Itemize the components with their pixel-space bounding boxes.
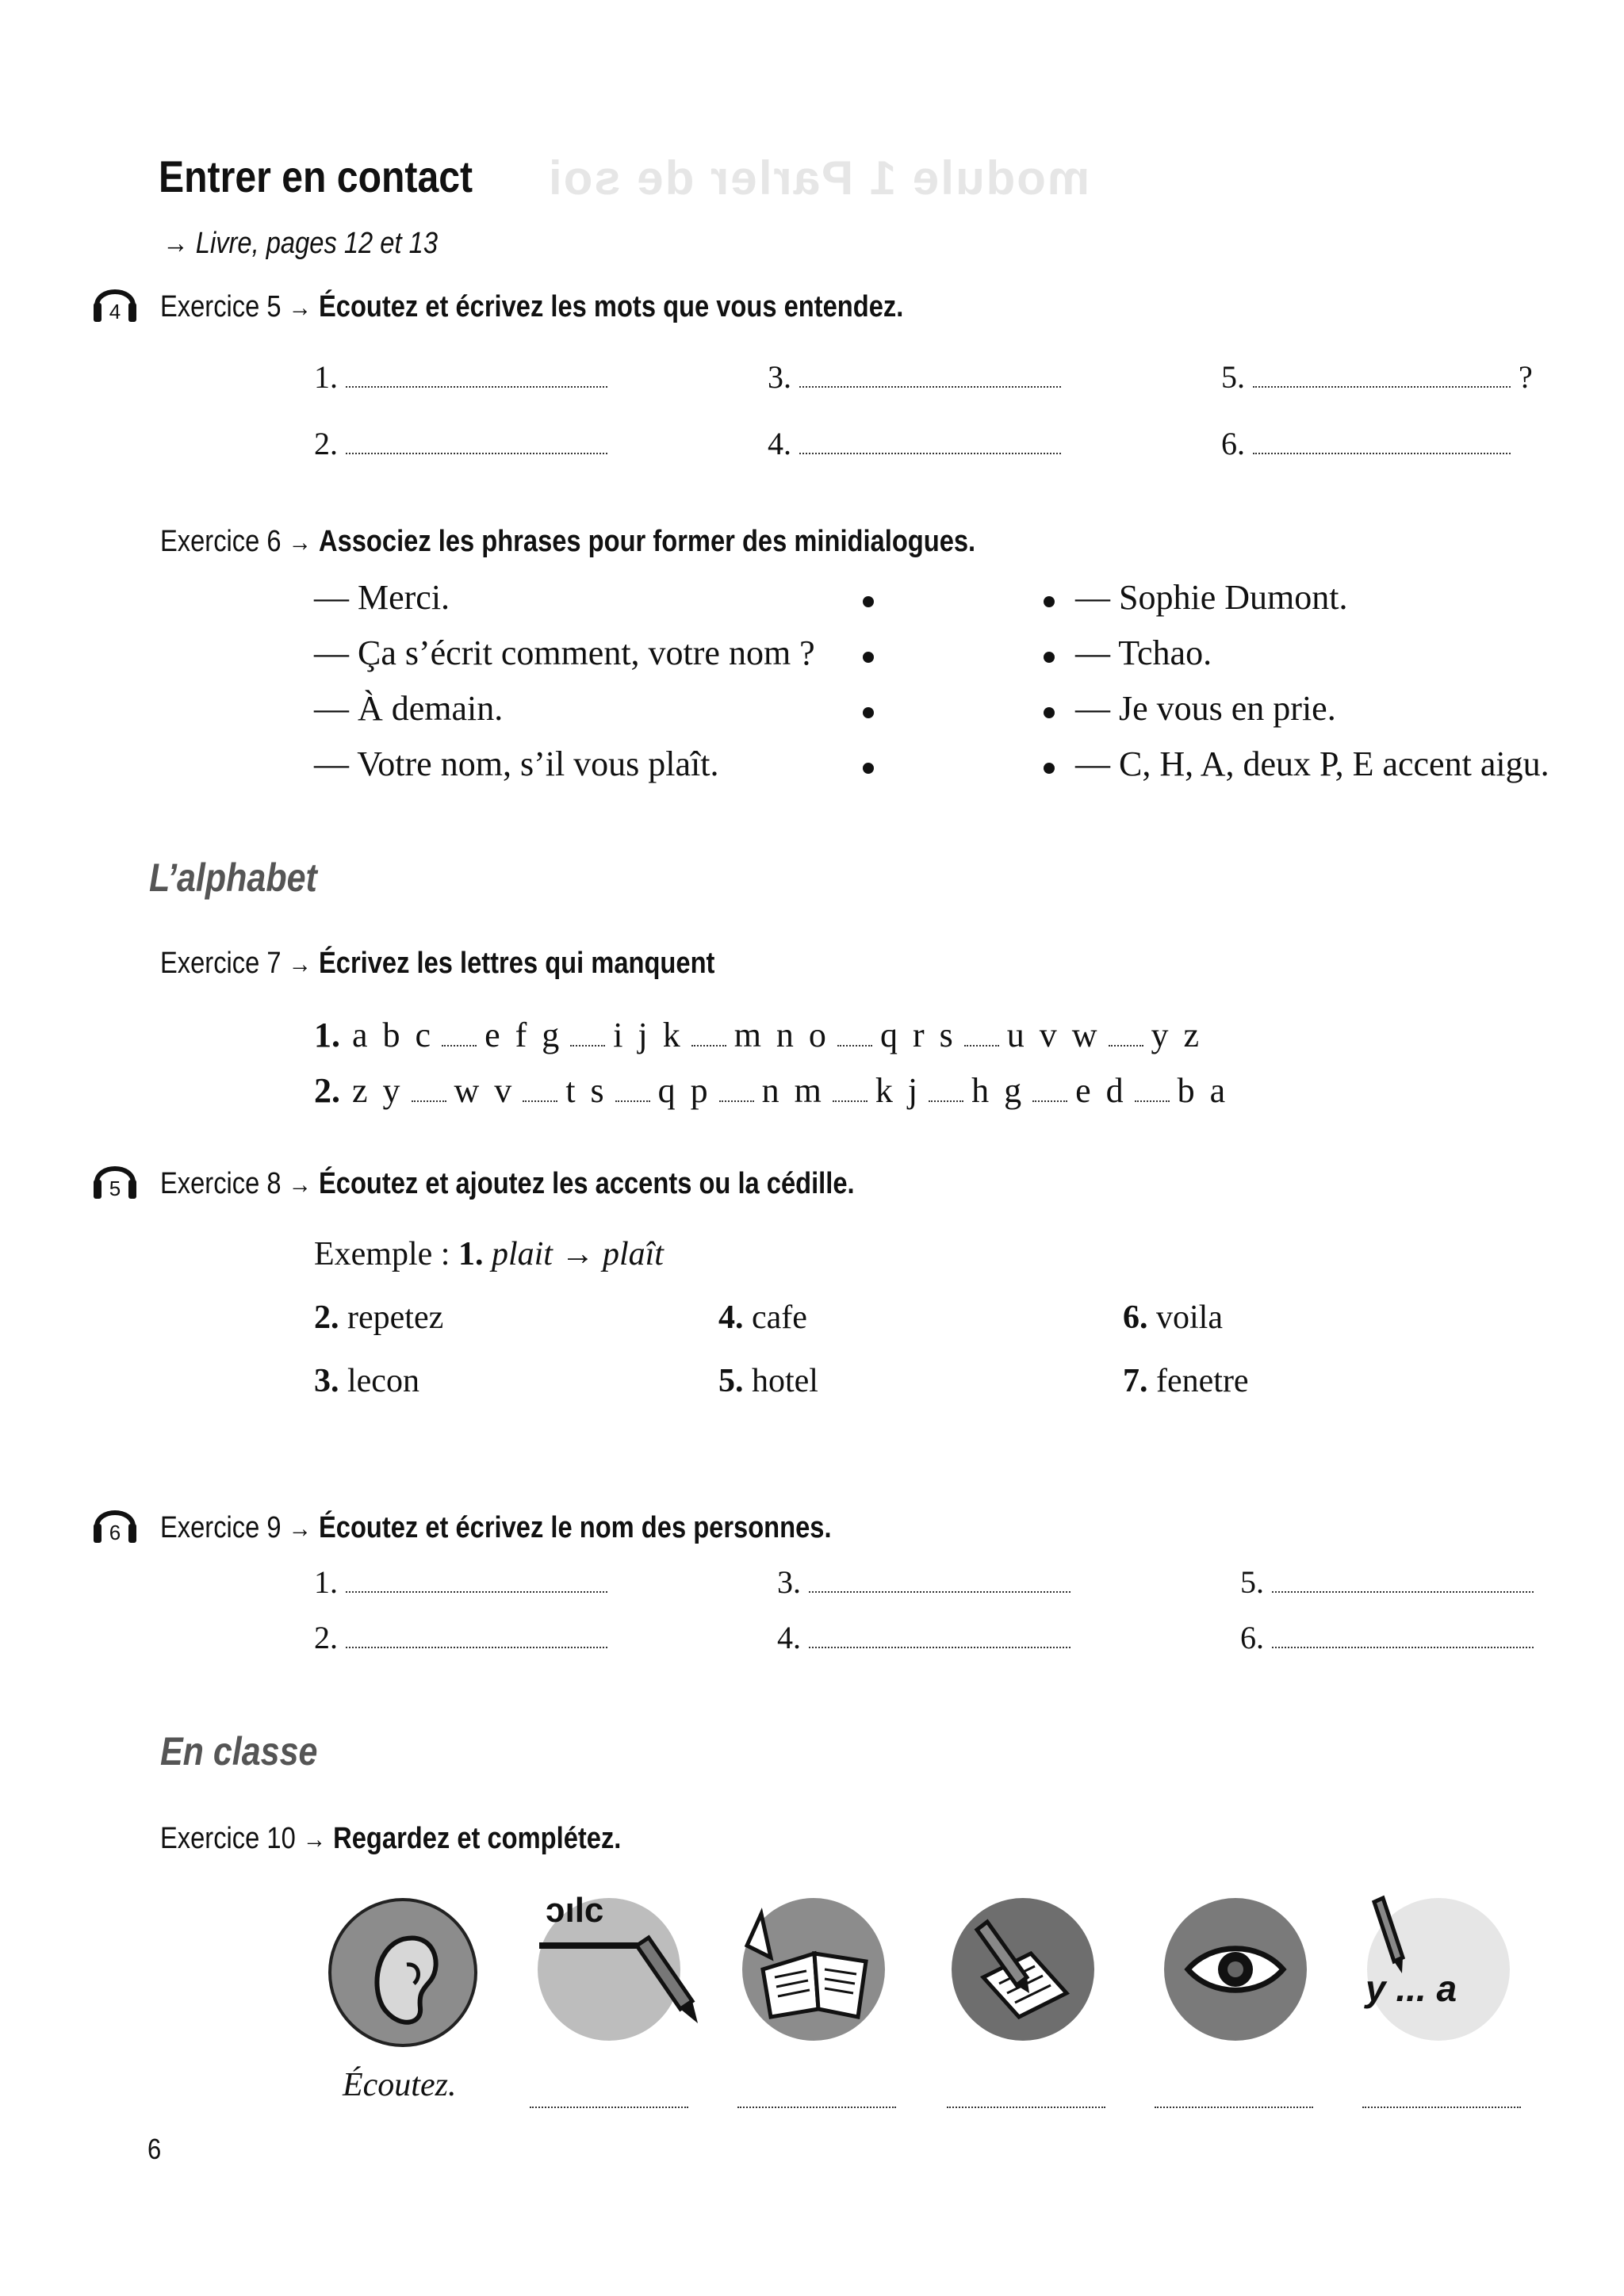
letter-blank[interactable]	[442, 1045, 477, 1047]
letter-blank[interactable]	[570, 1045, 605, 1047]
accent-item: 6. voila	[1123, 1299, 1223, 1336]
letter-blank[interactable]	[929, 1100, 963, 1102]
exercise-5-heading: Exercice 5 → Écoutez et écrivez les mots que vous entendez.	[160, 290, 904, 323]
exercise-6-heading: Exercice 6 → Associez les phrases pour former des minidialogues.	[160, 525, 976, 558]
arrow-icon: →	[288, 293, 312, 323]
letter-blank[interactable]	[691, 1045, 726, 1047]
headphones-icon	[90, 1500, 140, 1548]
page-number: 6	[147, 2133, 162, 2165]
dialogue-left-2: — Ça s’écrit comment, votre nom ?	[314, 633, 815, 672]
exercise-8-heading: Exercice 8 → Écoutez et ajoutez les accents ou la cédille.	[160, 1167, 855, 1200]
arrow-icon: →	[302, 1824, 327, 1854]
alphabet-line-1: 1. a b c e f g i j k m n o q r s u v w y z	[314, 1016, 1203, 1054]
dialogue-left-4: — Votre nom, s’il vous plaît.	[314, 744, 719, 783]
letter-blank[interactable]	[833, 1100, 868, 1102]
eye-icon	[1164, 1898, 1307, 2041]
letter-blank[interactable]	[964, 1045, 999, 1047]
section-title-en-classe: En classe	[160, 1729, 318, 1774]
headphones-icon	[90, 1156, 140, 1203]
arrow-icon: →	[163, 227, 189, 260]
match-bullet[interactable]	[863, 707, 874, 718]
exercise-10-heading: Exercice 10 → Regardez et complétez.	[160, 1822, 622, 1855]
answer-line[interactable]	[530, 2098, 688, 2112]
letter-blank[interactable]	[719, 1100, 754, 1102]
arrow-icon: →	[288, 949, 312, 979]
ear-icon	[328, 1898, 477, 2047]
answer-line[interactable]: 1.	[314, 358, 607, 396]
match-bullet[interactable]	[863, 763, 874, 774]
dialogue-left-1: — Merci.	[314, 578, 450, 617]
alphabet-line-2: 2. z y w v t s q p n m k j h g e d b a	[314, 1071, 1229, 1110]
svg-text:y ... a: y ... a	[1365, 1968, 1457, 2009]
letter-blank[interactable]	[837, 1045, 872, 1047]
letter-blank[interactable]	[412, 1100, 446, 1102]
letter-blank[interactable]	[1109, 1045, 1143, 1047]
accent-item: 3. lecon	[314, 1363, 419, 1399]
letter-blank[interactable]	[615, 1100, 650, 1102]
dialogue-right-2: — Tchao.	[1075, 633, 1212, 672]
arrow-icon: →	[288, 1513, 312, 1544]
book-icon	[742, 1898, 885, 2041]
arrow-icon: →	[561, 1236, 595, 1272]
headphones-icon	[90, 279, 140, 327]
spell-letters-icon	[1367, 1898, 1510, 2041]
exercise-8-example: Exemple : 1. plait → plaît	[314, 1236, 664, 1272]
answer-line[interactable]: 2.	[314, 1619, 607, 1656]
exercise-7-heading: Exercice 7 → Écrivez les lettres qui manquent	[160, 947, 715, 980]
pen-paper-icon	[952, 1898, 1094, 2041]
match-bullet[interactable]	[1044, 652, 1055, 663]
svg-text:6: 6	[109, 1521, 121, 1544]
answer-line[interactable]	[1155, 2098, 1313, 2112]
answer-line[interactable]: 6.	[1240, 1619, 1534, 1656]
letter-blank[interactable]	[1135, 1100, 1170, 1102]
letter-blank[interactable]	[1032, 1100, 1067, 1102]
svg-text:ɔılc: ɔılc	[546, 1891, 604, 1930]
dialogue-right-3: — Je vous en prie.	[1075, 689, 1336, 728]
answer-line[interactable]: 5.	[1240, 1563, 1534, 1601]
accent-item: 4. cafe	[718, 1299, 807, 1336]
answer-line[interactable]: 1.	[314, 1563, 607, 1601]
dialogue-left-3: — À demain.	[314, 689, 504, 728]
answer-line[interactable]: 5. ?	[1221, 359, 1533, 395]
arrow-icon: →	[288, 1169, 312, 1200]
arrow-icon: →	[288, 527, 312, 557]
accent-item: 2. repetez	[314, 1299, 444, 1336]
match-bullet[interactable]	[863, 652, 874, 663]
dialogue-right-1: — Sophie Dumont.	[1075, 578, 1348, 617]
exercise-9-heading: Exercice 9 → Écoutez et écrivez le nom des personnes.	[160, 1511, 832, 1544]
match-bullet[interactable]	[863, 596, 874, 607]
write-letters-icon	[538, 1891, 680, 2041]
match-bullet[interactable]	[1044, 707, 1055, 718]
answer-line[interactable]: 4.	[768, 425, 1061, 462]
svg-text:5: 5	[109, 1177, 121, 1200]
answer-line[interactable]	[737, 2098, 896, 2112]
svg-text:4: 4	[109, 300, 121, 323]
answer-line[interactable]: 4.	[777, 1619, 1071, 1656]
answer-line[interactable]: 6.	[1221, 425, 1511, 462]
accent-item: 7. fenetre	[1123, 1363, 1249, 1399]
book-reference: → Livre, pages 12 et 13	[163, 227, 438, 260]
accent-item: 5. hotel	[718, 1363, 818, 1399]
answer-line[interactable]: 2.	[314, 425, 607, 462]
answer-line[interactable]	[947, 2098, 1105, 2112]
answer-line[interactable]: 3.	[777, 1563, 1071, 1601]
answer-line[interactable]	[1362, 2098, 1521, 2112]
section-title-alphabet: L’alphabet	[149, 855, 317, 900]
match-bullet[interactable]	[1044, 596, 1055, 607]
first-answer: Écoutez.	[343, 2067, 457, 2103]
answer-line[interactable]: 3.	[768, 358, 1061, 396]
match-bullet[interactable]	[1044, 763, 1055, 774]
page-title: Entrer en contact	[159, 151, 473, 201]
letter-blank[interactable]	[523, 1100, 557, 1102]
bleed-through-text: module 1 Parler de soi	[547, 151, 1090, 205]
dialogue-right-4: — C, H, A, deux P, E accent aigu.	[1075, 744, 1549, 783]
